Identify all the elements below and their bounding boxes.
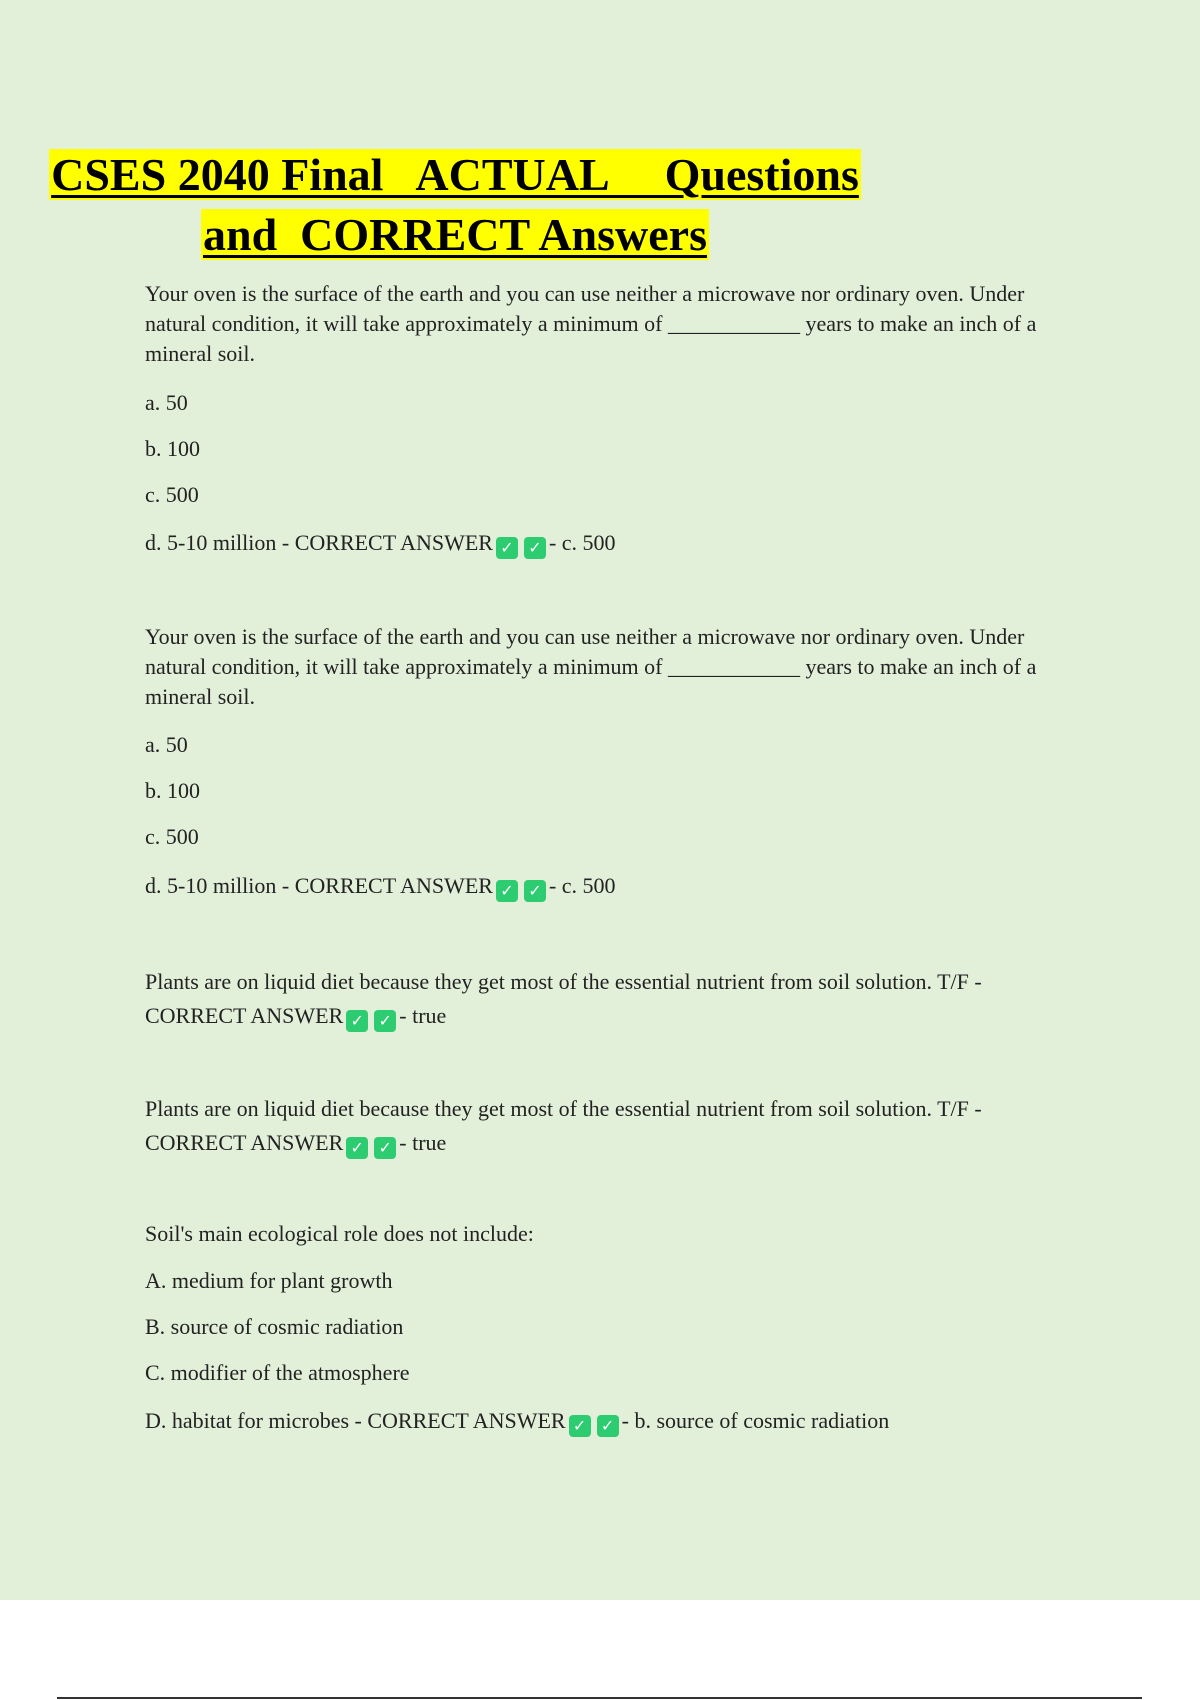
option: D. habitat for microbes - CORRECT ANSWER [145, 1408, 566, 1433]
question-stem: Your oven is the surface of the earth and you can use neither a microwave nor ordinary oven. Under natural condition, it will take approximately a minimum of ____________ years to make an inch of a mineral soil. [145, 624, 1037, 709]
check-box-icon: ✓ [569, 1415, 591, 1437]
check-box-icon: ✓ [346, 1010, 368, 1032]
check-box-icon: ✓ [374, 1010, 396, 1032]
answer-line [145, 871, 616, 902]
option: b. 100 [145, 778, 200, 803]
check-box-icon: ✓ [496, 880, 518, 902]
check-box-icon: ✓ [346, 1137, 368, 1159]
check-box-icon: ✓ [374, 1137, 396, 1159]
question-1 [145, 279, 1075, 557]
check-box-icon: ✓ [524, 537, 546, 559]
check-box-icon: ✓ [496, 537, 518, 559]
correct-answer: - true [399, 1130, 447, 1155]
correct-answer: - b. source of cosmic radiation [621, 1408, 890, 1433]
title-line-2: and CORRECT Answers [203, 209, 707, 260]
question-5 [145, 1219, 1075, 1435]
check-box-icon: ✓ [597, 1415, 619, 1437]
question-stem: Plants are on liquid diet because they get most of the essential nutrient from soil solution. T/F - CORRECT ANSWER ✓ ✓ - true [145, 1096, 982, 1157]
option: a. 50 [145, 732, 188, 757]
correct-answer: - c. 500 [548, 873, 616, 898]
footer-divider [57, 1697, 1142, 1699]
question-stem: Soil's main ecological role does not include: [145, 1221, 534, 1246]
option: b. 100 [145, 436, 200, 461]
option: c. 500 [145, 824, 199, 849]
title-line-1: CSES 2040 Final ACTUAL Questions [51, 149, 859, 200]
question-3 [145, 965, 1075, 1033]
document-title [0, 145, 1055, 265]
question-stem: Plants are on liquid diet because they get most of the essential nutrient from soil solution. T/F - CORRECT ANSWER ✓ ✓ - true [145, 969, 982, 1030]
option: A. medium for plant growth [145, 1268, 393, 1293]
correct-answer: - c. 500 [548, 530, 616, 555]
check-box-icon: ✓ [524, 880, 546, 902]
answer-line [145, 528, 616, 559]
option: c. 500 [145, 482, 199, 507]
answer-line [145, 1406, 889, 1437]
option: B. source of cosmic radiation [145, 1314, 404, 1339]
option: a. 50 [145, 390, 188, 415]
option: d. 5-10 million - CORRECT ANSWER [145, 873, 493, 898]
correct-answer: - true [399, 1003, 447, 1028]
question-4 [145, 1092, 1075, 1160]
option: d. 5-10 million - CORRECT ANSWER [145, 530, 493, 555]
question-stem: Your oven is the surface of the earth and you can use neither a microwave nor ordinary oven. Under natural condition, it will take approximately a minimum of ____________ years to make an inch of a mineral soil. [145, 281, 1037, 366]
option: C. modifier of the atmosphere [145, 1360, 410, 1385]
question-2 [145, 622, 1075, 900]
